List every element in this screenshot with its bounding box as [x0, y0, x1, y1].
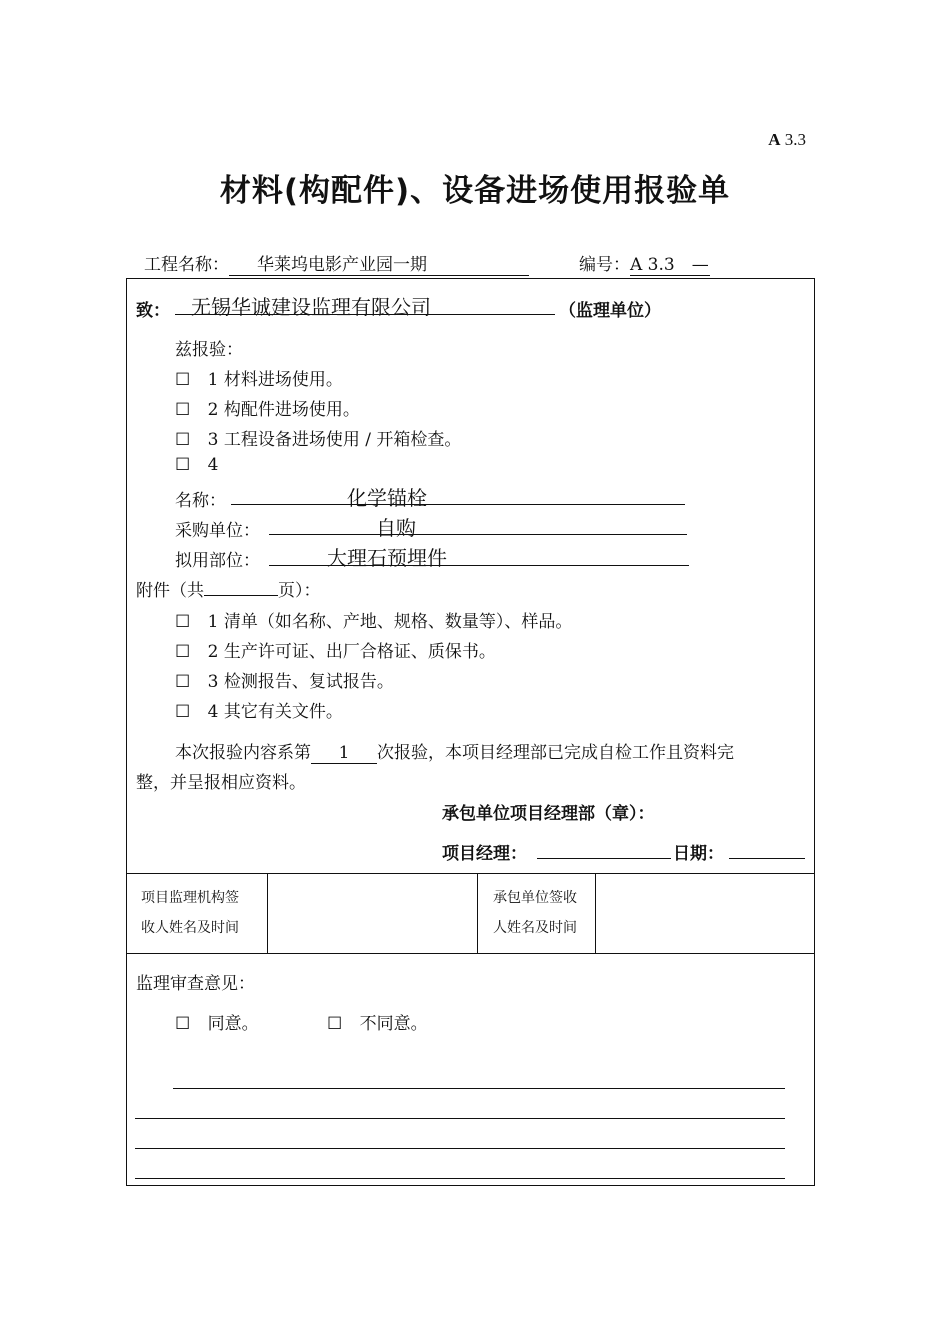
- recipient-suffix: （监理单位）: [559, 301, 661, 321]
- project-info: [144, 250, 710, 276]
- divider: [267, 873, 268, 953]
- location-label: 拟用部位：: [175, 551, 260, 571]
- material-name-label: 名称：: [175, 491, 226, 511]
- checkbox[interactable]: ☐: [175, 370, 191, 390]
- recipient-underline: [175, 314, 555, 315]
- attachment-item-4: [175, 697, 343, 722]
- review-label: 监理审查意见：: [136, 974, 255, 994]
- report-intro: 兹报验：: [175, 340, 243, 360]
- material-name-value: 化学锚栓: [347, 486, 427, 510]
- checkbox[interactable]: ☐: [175, 702, 191, 722]
- report-item-1: [175, 365, 343, 390]
- attachment-item-label: 1 清单（如名称、产地、规格、数量等）、样品。: [207, 612, 573, 632]
- purchaser-value: 自购: [376, 516, 416, 540]
- checkbox[interactable]: ☐: [175, 455, 191, 475]
- report-item-label: 4: [207, 455, 219, 475]
- form-code: A 3.3: [768, 130, 806, 149]
- project-name-value: 华莱坞电影产业园一期: [229, 250, 529, 276]
- contractor-receipt-label: 承包单位签收 人姓名及时间: [493, 890, 577, 936]
- attachment-item-2: [175, 637, 496, 662]
- divider: [595, 873, 596, 953]
- attachments-label: 附件（共 页）：: [136, 581, 321, 601]
- purchaser-label: 采购单位：: [175, 521, 260, 541]
- form-table: [126, 278, 815, 1186]
- report-item-label: 3 工程设备进场使用 / 开箱检查。: [207, 430, 462, 450]
- review-comment-line: [173, 1088, 785, 1089]
- report-item-4: [175, 455, 218, 475]
- attachment-item-label: 2 生产许可证、出厂合格证、质保书。: [207, 642, 496, 662]
- contractor-dept-label: 承包单位项目经理部（章）：: [442, 804, 655, 824]
- date-label: 日期：: [673, 844, 724, 864]
- manager-signature-line: [537, 858, 671, 859]
- material-name-underline: [231, 504, 685, 505]
- supervisor-receipt-label: 项目监理机构签 收人姓名及时间: [141, 890, 239, 936]
- review-comment-line: [135, 1178, 785, 1179]
- project-number-value: A 3.3 —: [630, 250, 710, 276]
- review-agree: [175, 1009, 259, 1034]
- manager-label: 项目经理：: [442, 844, 527, 864]
- report-item-3: [175, 425, 461, 450]
- statement-line-2: 整，并呈报相应资料。: [136, 773, 306, 793]
- attachment-item-3: [175, 667, 394, 692]
- checkbox[interactable]: ☐: [175, 400, 191, 420]
- location-underline: [269, 565, 689, 566]
- attachment-item-1: [175, 607, 572, 632]
- review-comment-line: [135, 1148, 785, 1149]
- review-disagree-label: 不同意。: [359, 1014, 428, 1034]
- divider: [477, 873, 478, 953]
- attachment-item-label: 3 检测报告、复试报告。: [207, 672, 394, 692]
- checkbox[interactable]: ☐: [175, 672, 191, 692]
- project-number-label: 编号：: [579, 255, 630, 275]
- report-item-2: [175, 395, 360, 420]
- statement-line-1: 本次报验内容系第 1 次报验，本项目经理部已完成自检工作且资料完: [175, 743, 734, 763]
- divider: [127, 953, 814, 954]
- checkbox[interactable]: ☐: [175, 1014, 191, 1034]
- attachment-item-label: 4 其它有关文件。: [207, 702, 343, 722]
- page-title: 材料(构配件)、设备进场使用报验单: [219, 173, 731, 209]
- recipient-prefix: 致：: [136, 301, 170, 321]
- purchaser-underline: [269, 534, 687, 535]
- report-item-label: 2 构配件进场使用。: [207, 400, 360, 420]
- recipient-name: 无锡华诚建设监理有限公司: [191, 295, 431, 319]
- review-disagree: [327, 1009, 428, 1034]
- review-comment-line: [135, 1118, 785, 1119]
- report-item-label: 1 材料进场使用。: [207, 370, 343, 390]
- checkbox[interactable]: ☐: [175, 430, 191, 450]
- date-line: [729, 858, 805, 859]
- review-agree-label: 同意。: [207, 1014, 259, 1034]
- project-name-label: 工程名称：: [144, 255, 229, 275]
- checkbox[interactable]: ☐: [327, 1014, 343, 1034]
- location-value: 大理石预埋件: [327, 546, 447, 570]
- report-count: 1: [311, 743, 377, 764]
- checkbox[interactable]: ☐: [175, 642, 191, 662]
- checkbox[interactable]: ☐: [175, 612, 191, 632]
- divider: [127, 873, 814, 874]
